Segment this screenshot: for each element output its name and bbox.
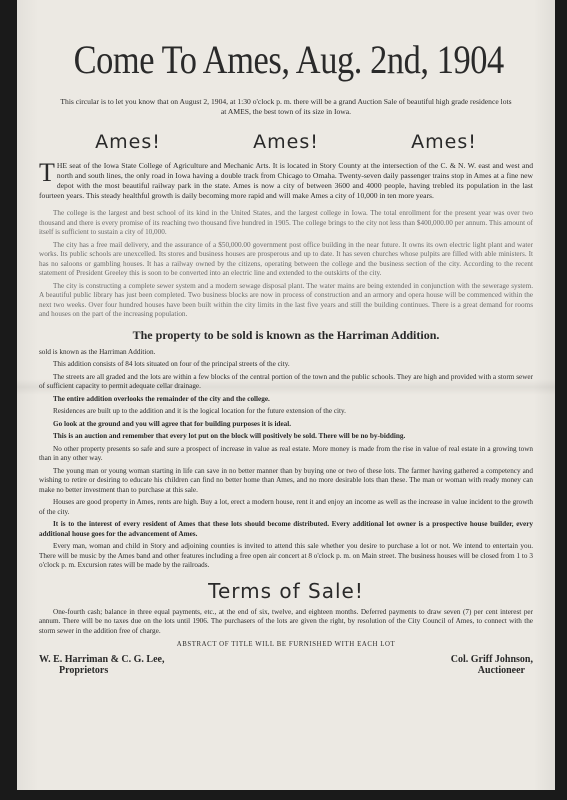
property-paragraph: This addition consists of 84 lots situated on four of the principal streets of the city. [53,360,290,369]
property-paragraph: The entire addition overlooks the remainder of the city and the college. [53,394,270,403]
property-paragraph: The streets are all graded and the lots are within a few blocks of the central portion of the town and the public schools. They are high and provided with a storm sewer of sufficient capacity to permit adequate cellar drainage. [39,372,533,391]
ames-banner-word: Ames! [411,131,477,154]
ames-banner [49,131,523,153]
ames-banner-word: Ames! [95,131,161,154]
auctioneer-name: Col. Griff Johnson, [450,654,533,666]
property-paragraph: No other property presents so safe and sure a prospect of increase in value as real estate. More money is made from the rise in value of real estate in a growing town than in any other way. [39,444,533,463]
property-section [39,348,533,571]
page-title: Come To Ames, Aug. 2nd, 1904 [73,37,504,82]
abstract-line: ABSTRACT OF TITLE WILL BE FURNISHED WITH EACH LOT [176,641,396,649]
proprietors-signature [39,654,164,676]
property-paragraph: This is an auction and remember that every lot put on the block will positively be sold. There will be no by-bidding. [53,432,406,441]
auction-circular [17,0,555,790]
college-paragraph: The college is the largest and best school of its kind in the United States, and the largest college in Iowa. The total enrollment for the present year was over two thousand and there is every promise of its reaching two thousand five hundred in 1905. The college brings to the city not less than $400,000.00 per annum. This amount of itself is sufficient to sustain a city of 10,000. [39,209,533,237]
intro-paragraph: This circular is to let you know that on August 2, 1904, at 1:30 o'clock p. m. there will be a grand Auction Sale of beautiful high grade residence lots at AMES, the best town of its size in Iowa. [60,97,512,117]
terms-paragraph: One-fourth cash; balance in three equal payments, etc., at the end of six, twelve, and eighteen months. Deferred payments to draw seven (7) per cent interest per annum. There will be no taxes due on the lots until 1906. The purchasers of the lots are given the right, by resolution of the City Council of Ames, to connect with the storm sewer in the addition free of charge. [39,607,533,635]
property-paragraph: Every man, woman and child in Story and adjoining counties is invited to attend this sale whether you desire to purchase a lot or not. We intend to entertain you. There will be music by the Ames band and other features including a free open air concert at 8 o'clock p. m. on Main street. The business houses will be closed from 1 to 3 o'clock p. m. Excursion rates will be made by the railroads. [39,542,533,570]
proprietors-names: W. E. Harriman & C. G. Lee, [39,654,165,666]
proprietors-role: Proprietors [59,665,109,677]
property-paragraph: It is to the interest of every resident of Ames that these lots should become distributed. Every additional lot owner is a prospective house builder, every additional house goes for the advancement of Ames. [39,520,533,538]
auctioneer-role: Auctioneer [477,665,525,677]
property-paragraph: sold is known as the Harriman Addition. [39,347,156,356]
lead-text: HE seat of the Iowa State College of Agriculture and Mechanic Arts. It is located in Story County at the intersection of the C. & N. W. east and west and north and south lines, the only road in Iowa having a double track from Chicago to Omaha. Twenty-seven daily passenger trains stop in Ames at a fine new depot with the most beautiful railway park in the state. Ames is now a city of between 3600 and 4000 people, having trebled its population in the last fourteen years. This steady healthful growth is daily becoming more rapid and will make Ames a city of 10,000 in ten more years. [39,161,533,201]
drop-cap: T [39,158,55,188]
property-paragraph: Go look at the ground and you will agree that for building purposes it is ideal. [53,419,292,428]
property-paragraph: Houses are good property in Ames, rents are high. Buy a lot, erect a modern house, rent it and enjoy an income as well as the increase in value incident to the growth of the city. [39,498,533,516]
ames-banner-word: Ames! [253,131,319,154]
auctioneer-signature [451,654,533,676]
signature-block [39,654,533,676]
terms-heading: Terms of Sale! [208,578,364,603]
property-heading: The property to be sold is known as the Harriman Addition. [132,327,440,342]
property-paragraph: Residences are built up to the addition and it is the logical location for the future extension of the city. [53,407,346,416]
city-improvements-paragraph: The city is constructing a complete sewer system and a modern sewage disposal plant. The water mains are being extended in conjunction with the sewerage system. A beautiful public library has just been completed. Two business blocks are now in process of construction and an armory and opera house will be commenced within the next two weeks. Over four hundred houses have been built within the city limits in the last five years and still the building continues. There is a great demand for rooms and houses on the part of the increasing population. [39,281,533,319]
city-services-paragraph: The city has a free mail delivery, and the assurance of a $50,000.00 government post office building in the near future. It owns its own electric light plant and water works. Its public schools are unexcelled. Its stores and business houses are prosperous and up to date. It has seven churches whose pulpits are filled with able ministers. It has no saloons or gambling houses. It has a railway owned by the citizens, operating between the college and the business section of the city. According to the recent statement of President Greeley this is soon to be converted into an electric line and extended to the outskirts of the city. [39,240,533,278]
lead-paragraph [39,158,533,201]
property-paragraph: The young man or young woman starting in life can save in no better manner than by buying one or two of these lots. The farmer having gathered a competency and wishing to retire or desiring to educate his children can find no better home than Ames, and no more desirable lots than these. The man or woman with ready money can make no better investment than to purchase at this sale. [39,466,533,494]
